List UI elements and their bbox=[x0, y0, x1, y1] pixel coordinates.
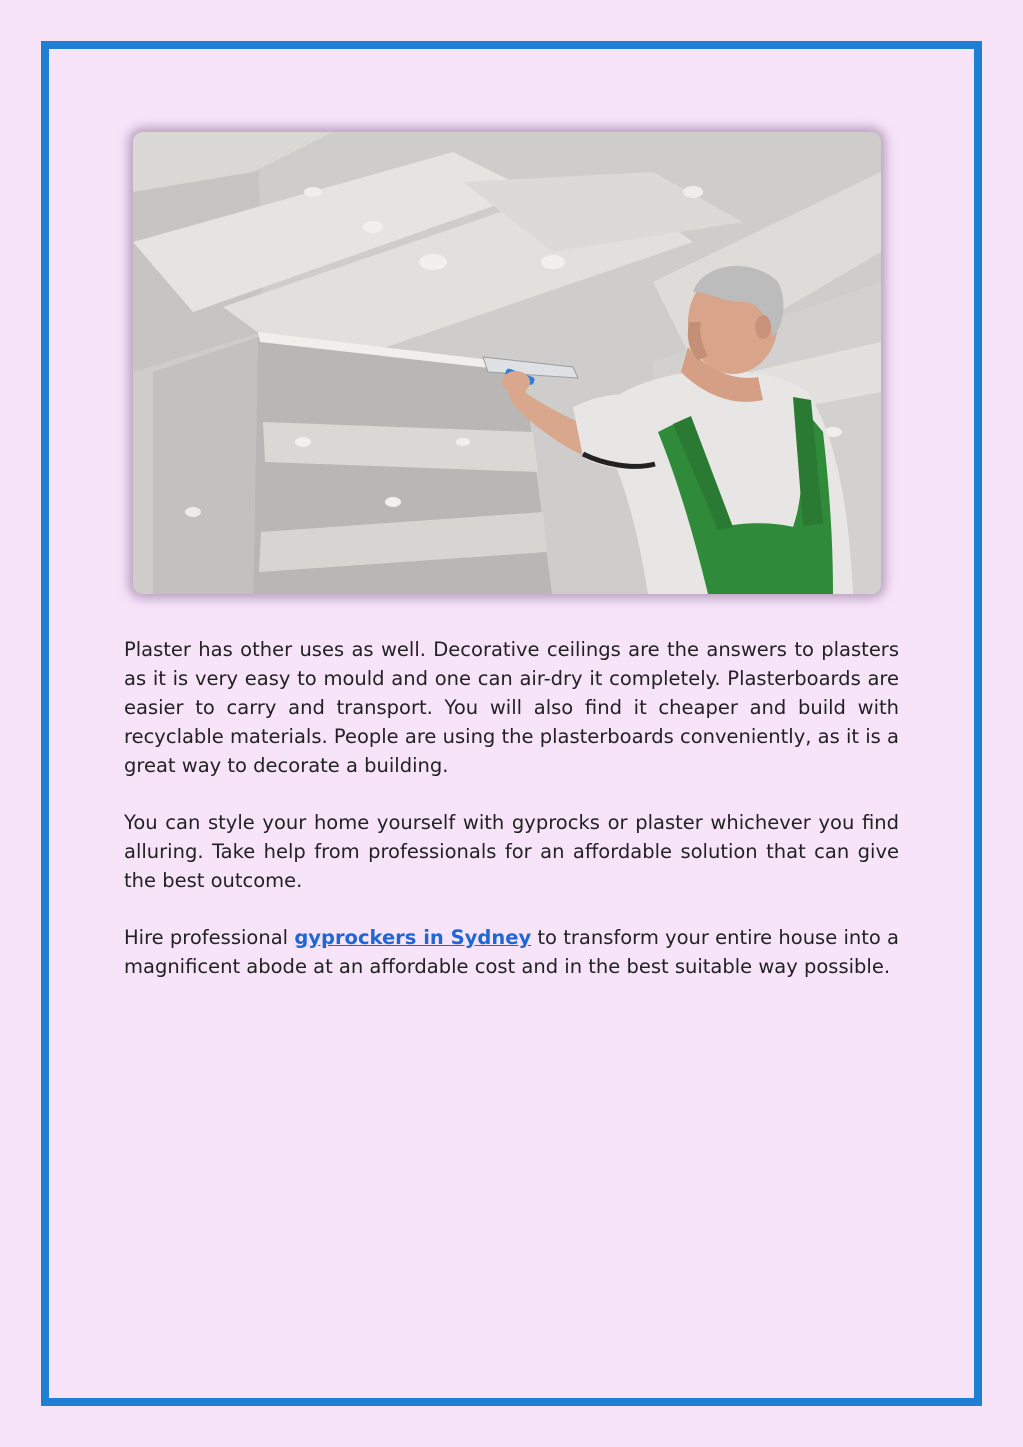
paragraph-hire-text-after: to transform your entire house into a magnificent abode at an affordable cost and in the best suitable way possible. bbox=[124, 926, 899, 978]
gyprockers-sydney-link[interactable]: gyprockers in Sydney bbox=[294, 926, 532, 949]
plastering-photo bbox=[133, 132, 881, 594]
paragraph-hire-text-before: Hire professional bbox=[124, 926, 295, 949]
paragraph-plaster-uses: Plaster has other uses as well. Decorative ceilings are the answers to plasters as it is very easy to mould and one can air-dry it completely. Plasterboards are easier to carry and transport. You will also find it cheaper and build with recyclable materials. People are using the plasterboards conveniently, as it is a great way to decorate a building. bbox=[124, 638, 899, 777]
paragraph-style-home: You can style your home yourself with gyprocks or plaster whichever you find alluring. Take help from professionals for an affordable solution that can give the best outcome. bbox=[124, 811, 899, 892]
paragraph-hire-professional bbox=[124, 923, 899, 981]
